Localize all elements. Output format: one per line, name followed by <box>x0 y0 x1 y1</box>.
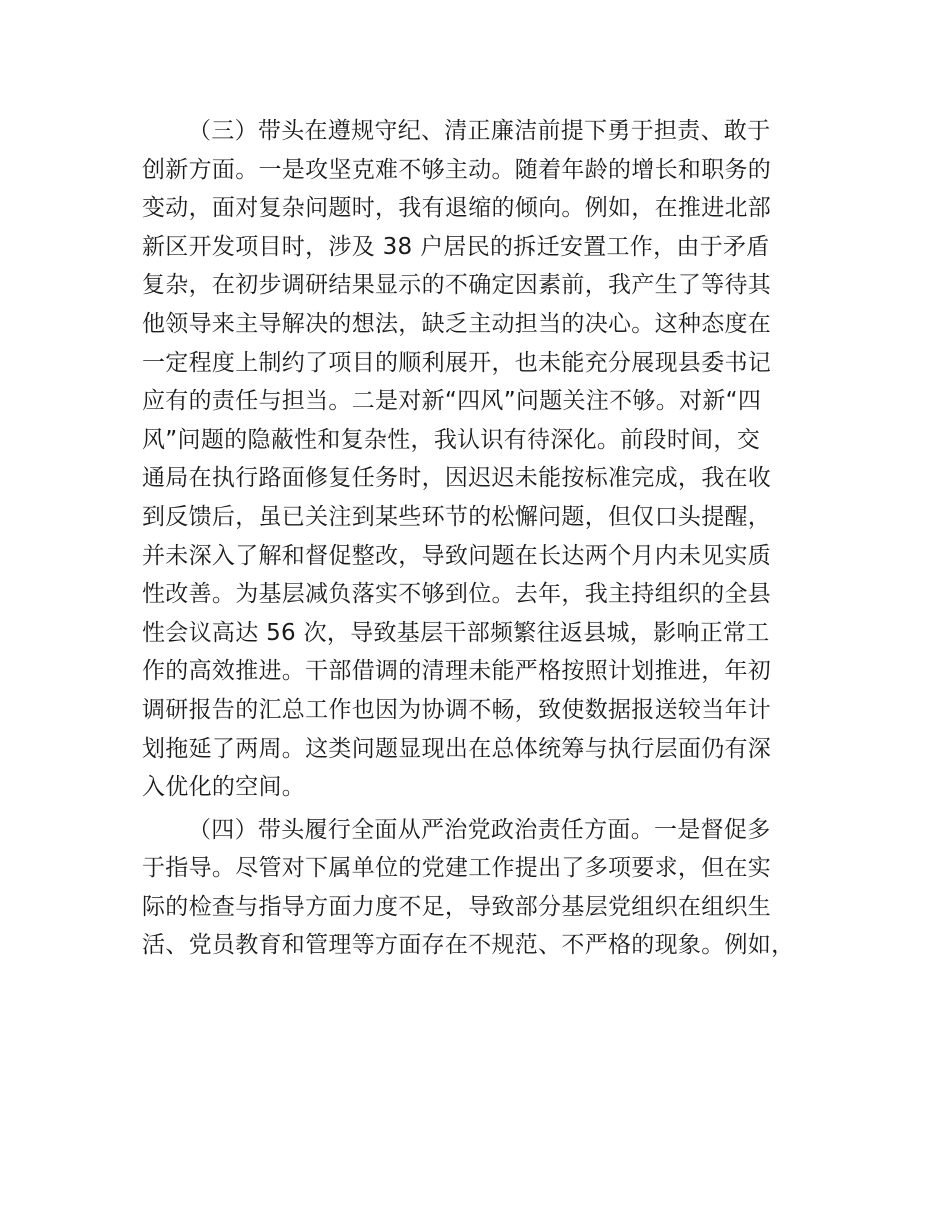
text-line: 性改善。为基层减负落实不够到位。去年，我主持组织的全县 <box>142 581 772 608</box>
text-line: 划拖延了两周。这类问题显现出在总体统筹与执行层面仍有深 <box>142 735 772 762</box>
text-line: 活、党员教育和管理等方面存在不规范、不严格的现象。例如， <box>142 932 795 959</box>
text-line: 到反馈后，虽已关注到某些环节的松懈问题，但仅口头提醒， <box>142 503 772 530</box>
text-line: （三）带头在遵规守纪、清正廉洁前提下勇于担责、敢于 <box>188 118 771 144</box>
text-line: 调研报告的汇总工作也因为协调不畅，致使数据报送较当年计 <box>142 696 772 723</box>
text-line: 复杂，在初步调研结果显示的不确定因素前，我产生了等待其 <box>142 272 772 299</box>
text-line: 际的检查与指导方面力度不足，导致部分基层党组织在组织生 <box>142 893 772 920</box>
text-line: 创新方面。一是攻坚克难不够主动。随着年龄的增长和职务的 <box>142 156 772 183</box>
text-line: 于指导。尽管对下属单位的党建工作提出了多项要求，但在实 <box>142 855 772 882</box>
text-line: 作的高效推进。干部借调的清理未能严格按照计划推进，年初 <box>142 658 772 685</box>
text-line: 新区开发项目时，涉及 38 户居民的拆迁安置工作，由于矛盾 <box>142 233 770 260</box>
text-line: 入优化的空间。 <box>142 774 306 801</box>
text-line: 通局在执行路面修复任务时，因迟迟未能按标准完成，我在收 <box>142 465 772 492</box>
text-line: 应有的责任与担当。二是对新“四风”问题关注不够。对新“四 <box>142 388 762 415</box>
text-line: 性会议高达 56 次，导致基层干部频繁往返县城，影响正常工 <box>142 619 770 646</box>
text-line: 一定程度上制约了项目的顺利展开，也未能充分展现县委书记 <box>142 349 772 376</box>
text-line: （四）带头履行全面从严治党政治责任方面。一是督促多 <box>188 816 771 843</box>
paragraph-section-3 <box>142 112 832 807</box>
paragraph-section-4 <box>142 811 832 965</box>
text-line: 变动，面对复杂问题时，我有退缩的倾向。例如，在推进北部 <box>142 195 772 222</box>
text-line: 风”问题的隐蔽性和复杂性，我认识有待深化。前段时间，交 <box>142 426 761 453</box>
text-line: 并未深入了解和督促整改，导致问题在长达两个月内未见实质 <box>142 542 772 569</box>
document-page <box>142 112 832 969</box>
text-line: 他领导来主导解决的想法，缺乏主动担当的决心。这种态度在 <box>142 310 772 337</box>
